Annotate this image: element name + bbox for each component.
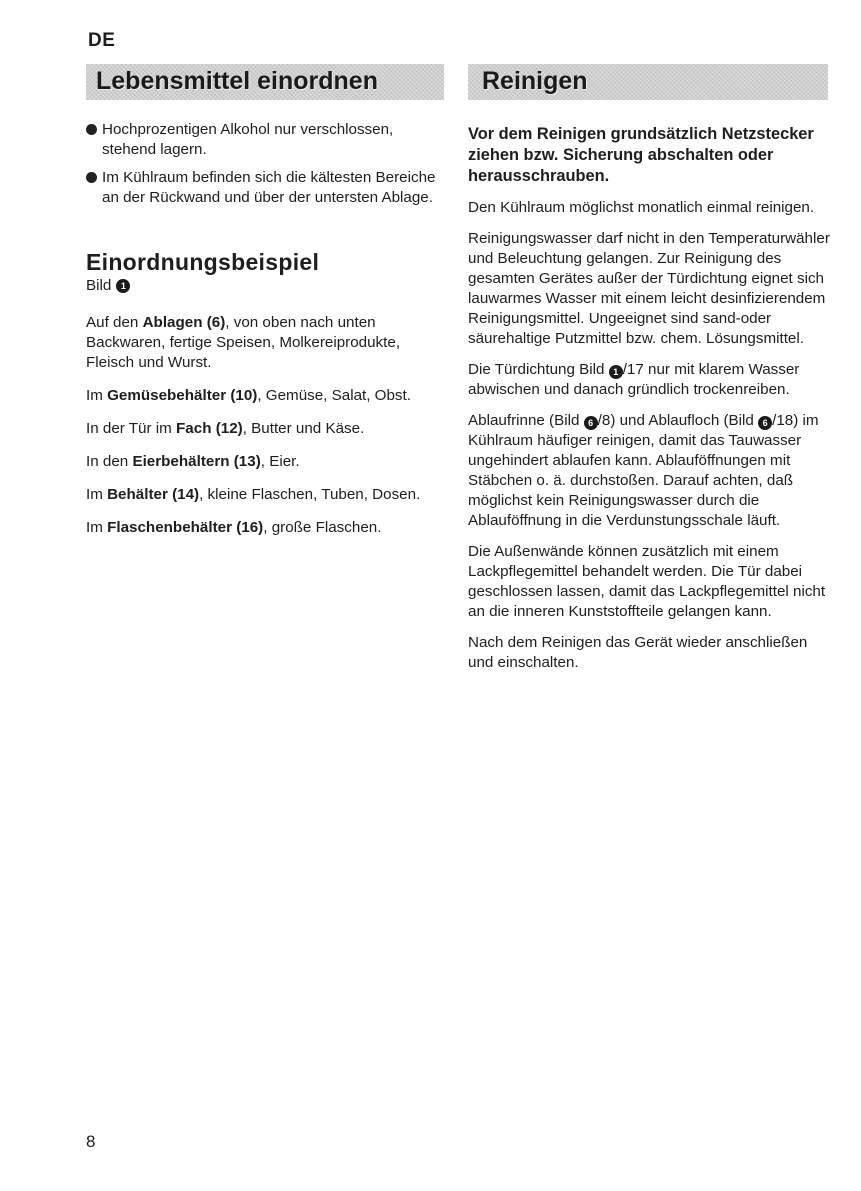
- paragraph-shelves: [86, 313, 448, 373]
- section-title: Reinigen: [482, 67, 588, 95]
- text: , von oben nach unten Backwaren, fertige Speisen, Molkereiprodukte, Fleisch und Wurst.: [86, 314, 401, 371]
- bullet-dot-icon: [86, 124, 97, 135]
- paragraph-bottle-container: [86, 518, 448, 538]
- paragraph-cleaning-water: Reinigungswasser darf nicht in den Temperaturwähler und Beleuchtung gelangen. Zur Reinigung des gesamten Gerätes außer der Türdichtung eignet sich lauwarmes Wasser mit einem leicht desinfizierendem Reinigungsmittel. Ungeeignet sind sand-oder säurehaltige Putzmittel bzw. chem. Lösungsmittel.: [468, 230, 830, 347]
- paragraph-container: [86, 485, 448, 505]
- text: Auf den: [86, 314, 143, 331]
- section-banner-cleaning: [468, 64, 828, 100]
- figure-label: Bild: [86, 277, 112, 294]
- figure-number-badge: 1: [116, 279, 130, 293]
- paragraph-exterior-walls: Die Außenwände können zusätzlich mit einem Lackpflegemittel behandelt werden. Die Tür dabei geschlossen lassen, damit das Lackpflegemittel nicht an die inneren Kunststoffteile gelangen kann.: [468, 543, 826, 620]
- figure-reference: [86, 276, 448, 296]
- bold-term: Flaschenbehälter (16): [107, 519, 264, 536]
- page-number: 8: [86, 1132, 96, 1151]
- bold-term: Gemüsebehälter (10): [107, 387, 258, 404]
- bold-term: Ablagen (6): [142, 314, 226, 331]
- section-title: Lebensmittel einordnen: [96, 67, 378, 95]
- text: , Gemüse, Salat, Obst.: [257, 387, 411, 404]
- text: /17 nur mit klarem Wasser abwischen und danach gründlich trockenreiben.: [468, 361, 800, 398]
- paragraph-reconnect: Nach dem Reinigen das Gerät wieder anschließen und einschalten.: [468, 634, 808, 671]
- text: , Butter und Käse.: [242, 420, 365, 437]
- text: Im: [86, 519, 108, 536]
- text: Ablaufrinne (Bild: [468, 412, 584, 429]
- paragraph-vegetable-bin: [86, 386, 448, 406]
- bold-term: Fach (12): [176, 420, 243, 437]
- bold-term: Eierbehältern (13): [132, 453, 261, 470]
- paragraph-monthly-cleaning: Den Kühlraum möglichst monatlich einmal reinigen.: [468, 199, 815, 216]
- bullet-text: Hochprozentigen Alkohol nur verschlossen, stehend lagern.: [102, 121, 394, 158]
- text: /8) und Ablaufloch (Bild: [597, 412, 759, 429]
- left-column: [86, 120, 448, 538]
- section-banner-food-storage: [86, 64, 444, 100]
- text: In der Tür im: [86, 420, 177, 437]
- right-column: [468, 120, 830, 673]
- paragraph-drain-channel: [468, 411, 830, 531]
- text: , kleine Flaschen, Tuben, Dosen.: [199, 486, 421, 503]
- paragraph-egg-trays: [86, 452, 448, 472]
- bold-term: Behälter (14): [107, 486, 200, 503]
- subsection-heading: Einordnungsbeispiel: [86, 249, 320, 275]
- text: , große Flaschen.: [263, 519, 382, 536]
- text: Die Türdichtung Bild: [468, 361, 609, 378]
- paragraph-door-seal: [468, 360, 830, 400]
- safety-warning: Vor dem Reinigen grundsätzlich Netzstecker ziehen bzw. Sicherung abschalten oder herausschrauben.: [468, 125, 814, 185]
- text: Im: [86, 486, 108, 503]
- text: , Eier.: [260, 453, 300, 470]
- bullet-item: [86, 168, 448, 208]
- figure-number-badge: 1: [609, 365, 623, 379]
- text: Im: [86, 387, 108, 404]
- bullet-dot-icon: [86, 172, 97, 183]
- figure-number-badge: 6: [758, 416, 772, 430]
- text: /18) im Kühlraum häufiger reinigen, damit das Tauwasser ungehindert ablaufen kann. Ablauföffnungen mit Stäbchen o. ä. durchstoßen. Darauf achten, daß möglichst kein Reinigungswasser durch die Ablauföffnung in die Verdunstungsschale läuft.: [468, 412, 819, 529]
- language-label: DE: [88, 30, 116, 51]
- bullet-text: Im Kühlraum befinden sich die kältesten Bereiche an der Rückwand und über der untersten Ablage.: [102, 169, 436, 206]
- bullet-item: [86, 120, 448, 160]
- text: In den: [86, 453, 133, 470]
- paragraph-door-compartment: [86, 419, 448, 439]
- figure-number-badge: 6: [584, 416, 598, 430]
